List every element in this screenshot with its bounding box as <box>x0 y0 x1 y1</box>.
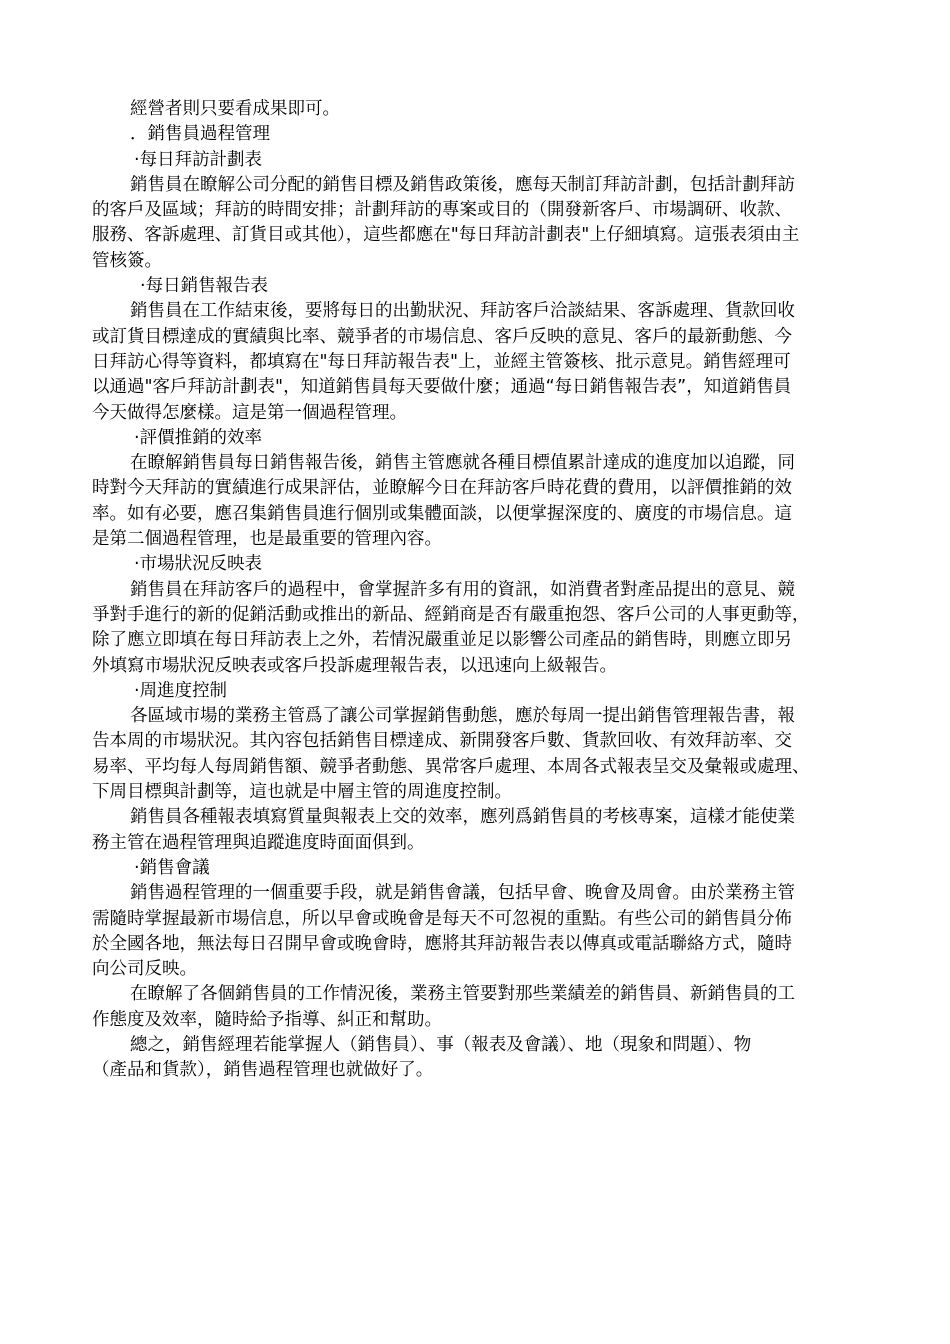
text-line: 經營者則只要看成果即可。 <box>130 99 340 119</box>
paragraph-line: 易率、平均每人每周銷售額、競爭者動態、異常客戶處理、本周各式報表呈交及彙報或處理、 <box>92 756 810 777</box>
paragraph-line: 銷售員在拜訪客戶的過程中，會掌握許多有用的資訊，如消費者對產品提出的意見、競 <box>130 579 795 600</box>
paragraph-line: 在瞭解銷售員每日銷售報告後，銷售主管應就各種目標值累計達成的進度加以追蹤，同 <box>130 453 795 474</box>
paragraph-line: 告本周的市場狀況。其內容包括銷售目標達成、新開發客戶數、貨款回收、有效拜訪率、交 <box>92 731 792 752</box>
subsection-heading: ·銷售會議 <box>134 857 210 878</box>
paragraph-line: 率。如有必要，應召集銷售員進行個別或集體面談，以便掌握深度的、廣度的市場信息。這 <box>92 503 792 524</box>
paragraph-line: 除了應立即填在每日拜訪表上之外，若情況嚴重並足以影響公司產品的銷售時，則應立即另 <box>92 630 792 651</box>
paragraph-line: 總之，銷售經理若能掌握人（銷售員）、事（報表及會議）、地（現象和問題）、物 <box>130 1034 752 1055</box>
paragraph-line: 在瞭解了各個銷售員的工作情況後，業務主管要對那些業績差的銷售員、新銷售員的工 <box>130 984 795 1005</box>
section-heading: ．銷售員過程管理 <box>130 124 270 145</box>
paragraph-line: 是第二個過程管理，也是最重要的管理內容。 <box>92 529 442 550</box>
subsection-heading: ·每日銷售報告表 <box>140 276 269 297</box>
paragraph-line: 下周目標與計劃等，這也就是中層主管的周進度控制。 <box>92 782 512 803</box>
paragraph-line: 銷售員各種報表填寫質量與報表上交的效率，應列爲銷售員的考核專案，這樣才能使業 <box>130 807 795 828</box>
paragraph-line: 服務、客訴處理、訂貨目或其他），這些都應在"每日拜訪計劃表"上仔細填寫。這張表須由主 <box>92 225 800 246</box>
paragraph-line: 時對今天拜訪的實績進行成果評估，並瞭解今日在拜訪客戶時花費的費用，以評價推銷的效 <box>92 478 792 499</box>
paragraph-line: 銷售過程管理的一個重要手段，就是銷售會議，包括早會、晚會及周會。由於業務主管 <box>130 883 795 904</box>
paragraph-line: 的客戶及區域；拜訪的時間安排；計劃拜訪的專案或目的（開發新客戶、市場調研、收款、 <box>92 200 792 221</box>
subsection-heading: ·周進度控制 <box>134 680 228 701</box>
paragraph-line: 日拜訪心得等資料，都填寫在"每日拜訪報告表"上，並經主管簽核、批示意見。銷售經理可 <box>92 351 791 372</box>
paragraph-line: 向公司反映。 <box>92 959 197 980</box>
paragraph-line: 爭對手進行的新的促銷活動或推出的新品、經銷商是否有嚴重抱怨、客戶公司的人事更動等， <box>92 604 810 625</box>
subsection-heading: ·每日拜訪計劃表 <box>134 149 263 170</box>
paragraph-line: 或訂貨目標達成的實績與比率、競爭者的市場信息、客戶反映的意見、客戶的最新動態、今 <box>92 326 792 347</box>
subsection-heading: ·市場狀況反映表 <box>134 554 263 575</box>
paragraph-line: 作態度及效率，隨時給予指導、糾正和幫助。 <box>92 1009 442 1030</box>
paragraph-line: 於全國各地，無法每日召開早會或晚會時，應將其拜訪報告表以傳真或電話聯絡方式，隨時 <box>92 933 792 954</box>
subsection-heading: ·評價推銷的效率 <box>134 427 263 448</box>
document-body <box>92 97 868 1084</box>
paragraph-line: 務主管在過程管理與追蹤進度時面面俱到。 <box>92 832 425 853</box>
paragraph-line: 各區域市場的業務主管爲了讓公司掌握銷售動態，應於每周一提出銷售管理報告書，報 <box>130 706 795 727</box>
paragraph-line: （產品和貨款），銷售過程管理也就做好了。 <box>92 1060 434 1081</box>
paragraph-line: 今天做得怎麼樣。這是第一個過程管理。 <box>92 402 407 423</box>
paragraph-line: 外填寫市場狀況反映表或客戶投訴處理報告表，以迅速向上級報告。 <box>92 655 617 676</box>
paragraph-line: 管核簽。 <box>92 250 162 271</box>
paragraph-line: 銷售員在瞭解公司分配的銷售目標及銷售政策後，應每天制訂拜訪計劃，包括計劃拜訪 <box>130 174 795 195</box>
paragraph-line: 需隨時掌握最新市場信息，所以早會或晚會是每天不可忽視的重點。有些公司的銷售員分佈 <box>92 908 792 929</box>
paragraph-line: 銷售員在工作結束後，要將每日的出勤狀況、拜訪客戶洽談結果、客訴處理、貨款回收 <box>130 301 795 322</box>
paragraph-line: 以通過"客戶拜訪計劃表"，知道銷售員每天要做什麼；通過“每日銷售報告表”，知道銷售員 <box>92 377 792 398</box>
